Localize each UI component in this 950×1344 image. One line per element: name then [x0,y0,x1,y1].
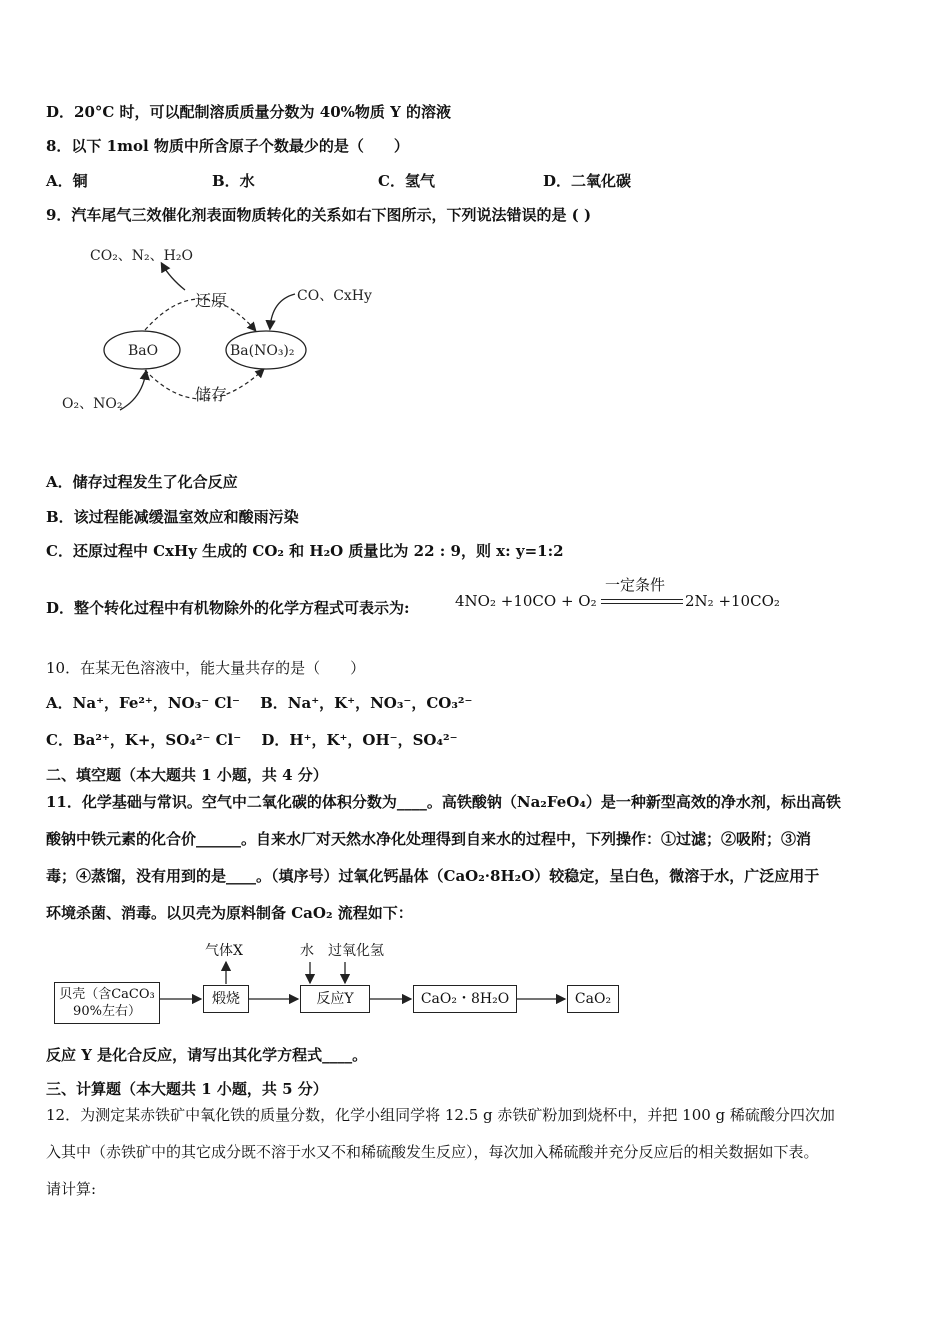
top-products-label: CO₂、N₂、H₂O [90,248,193,264]
section-fill-blank-title: 二、填空题（本大题共 1 小题，共 4 分） [46,766,328,784]
q11-line4: 环境杀菌、消毒。以贝壳为原料制备 CaO₂ 流程如下： [46,904,413,922]
q10-options-row2: C．Ba²⁺，K+，SO₄²⁻ Cl⁻ D．H⁺，K⁺，OH⁻，SO₄²⁻ [46,731,458,749]
q11-line1: 11．化学基础与常识。空气中二氧化碳的体积分数为____。高铁酸钠（Na₂FeO₄）是一种新型高效的净水剂，标出高铁 [46,793,841,811]
q11-line3: 毒；④蒸馏，没有用到的是____。（填序号）过氧化钙晶体（CaO₂·8H₂O）较稳定，呈白色，微溶于水，广泛应用于 [46,867,820,885]
flow-shell-box: 贝壳（含CaCO₃ 90%左右） [54,982,160,1024]
equation-right: 2N₂ +10CO₂ [685,592,780,610]
store-label: 储存 [195,385,228,404]
q12-line1: 12．为测定某赤铁矿中氧化铁的质量分数，化学小组同学将 12.5 g 赤铁矿粉加到烧杯中，并把 100 g 稀硫酸分四次加 [46,1106,835,1124]
q8-option-a: A．铜 [46,172,88,190]
flow-calcine-box: 煅烧 [203,985,249,1013]
q9-option-a: A．储存过程发生了化合反应 [46,473,238,491]
flow-reaction-y-box: 反应Y [300,985,370,1013]
flow-cao2-box: CaO₂ [567,985,619,1013]
q9-option-b: B．该过程能减缓温室效应和酸雨污染 [46,508,299,526]
flow-gas-label: 气体X [205,943,243,959]
q9-option-c: C．还原过程中 CxHy 生成的 CO₂ 和 H₂O 质量比为 22 : 9，则 x: y=1:2 [46,542,564,560]
reduce-label: 还原 [195,291,228,310]
q10-stem: 10．在某无色溶液中，能大量共存的是（ ） [46,659,366,677]
q8-stem: 8．以下 1mol 物质中所含原子个数最少的是（ ） [46,137,409,155]
q10-options-row1: A．Na⁺，Fe²⁺，NO₃⁻ Cl⁻ B．Na⁺，K⁺，NO₃⁻，CO₃²⁻ [46,694,473,712]
q11-line2: 酸钠中铁元素的化合价______。自来水厂对天然水净化处理得到自来水的过程中，下列操作：①过滤；②吸附；③消 [46,830,812,848]
equation-condition: 一定条件 [605,576,666,594]
q8-option-c: C．氢气 [378,172,435,190]
reactants-left-label: O₂、NO₂ [62,396,123,412]
q12-line2: 入其中（赤铁矿中的其它成分既不溶于水又不和稀硫酸发生反应），每次加入稀硫酸并充分反应后的相关数据如下表。 [46,1143,819,1161]
reactants-right-label: CO、CxHy [297,288,372,304]
q8-option-b: B．水 [212,172,255,190]
q9-stem: 9．汽车尾气三效催化剂表面物质转化的关系如右下图所示，下列说法错误的是 ( ) [46,206,592,224]
equation-left: 4NO₂ +10CO + O₂ [455,592,597,610]
q11-line5: 反应 Y 是化合反应，请写出其化学方程式____。 [46,1046,368,1064]
q7-option-d: D．20°C 时，可以配制溶质质量分数为 40%物质 Y 的溶液 [46,103,452,121]
flow-peroxide-hydrate-box: CaO₂・8H₂O [413,985,517,1013]
flow-inputs-label: 水 过氧化氢 [300,943,384,959]
section-calc-title: 三、计算题（本大题共 1 小题，共 5 分） [46,1080,328,1098]
q12-line3: 请计算: [46,1180,97,1198]
ba-nitrate-label: Ba(NO₃)₂ [230,343,295,359]
q9-option-d: D．整个转化过程中有机物除外的化学方程式可表示为: [46,599,410,617]
bao-label: BaO [128,343,159,359]
q8-option-d: D．二氧化碳 [543,172,632,190]
